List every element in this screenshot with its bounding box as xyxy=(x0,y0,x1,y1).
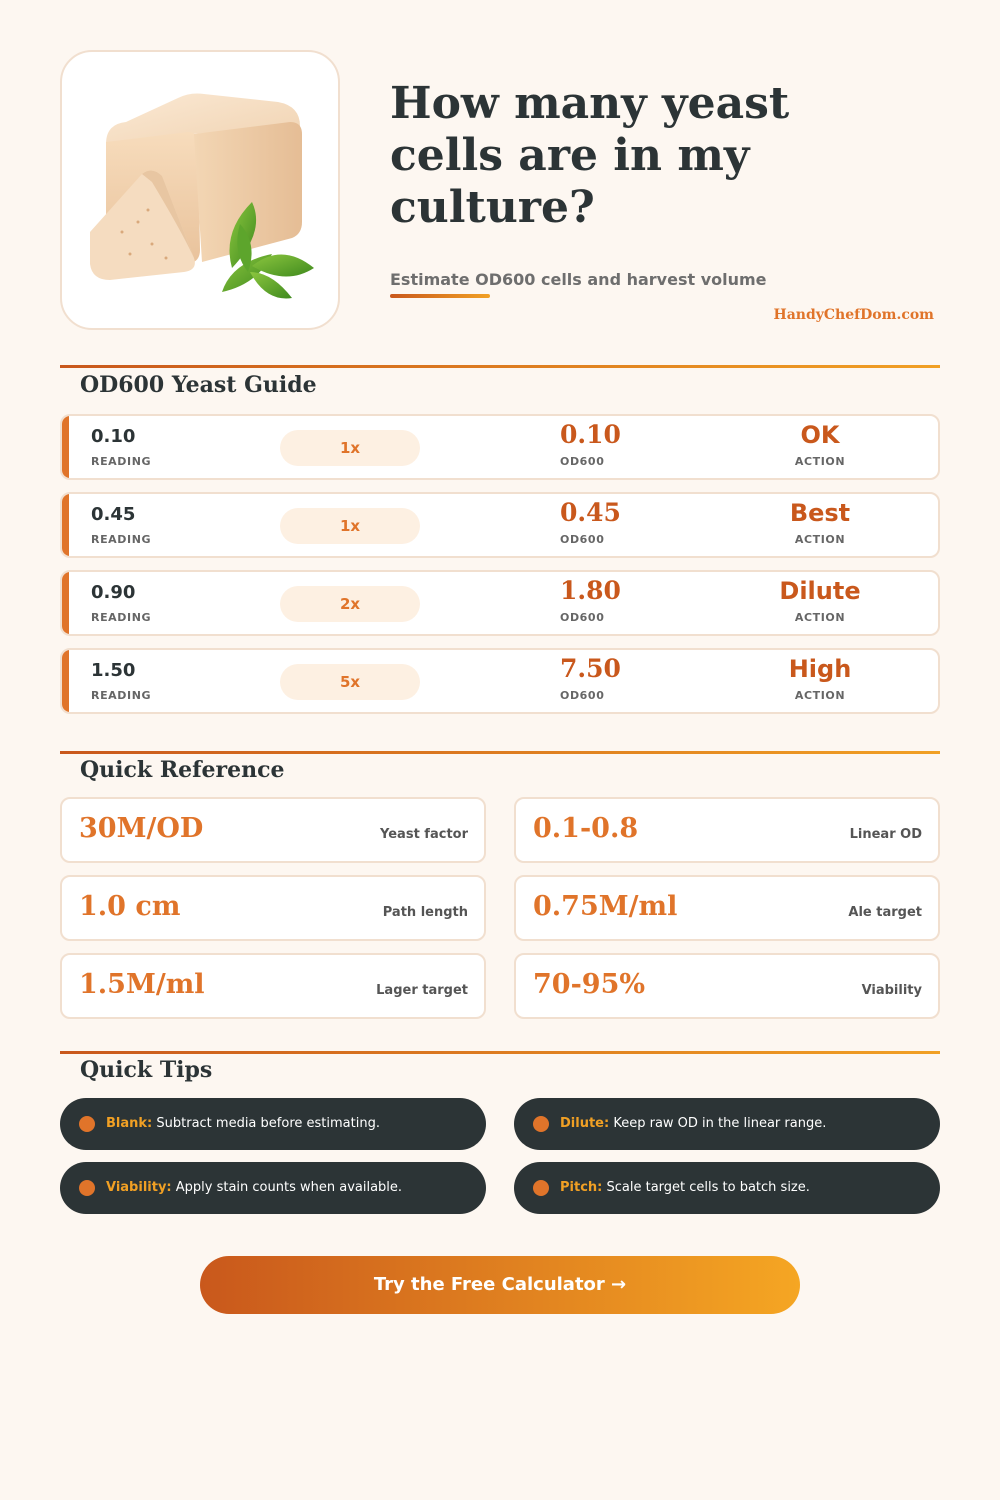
row-accent-bar xyxy=(62,494,69,556)
tip-text xyxy=(560,1180,810,1195)
od600-value: 0.45 xyxy=(560,498,621,527)
od600-caption: OD600 xyxy=(560,689,605,702)
row-accent-bar xyxy=(62,650,69,712)
tip-body: Apply stain counts when available. xyxy=(171,1180,403,1195)
reference-label: Lager target xyxy=(376,983,468,998)
action-value: OK xyxy=(800,421,840,449)
reference-label: Viability xyxy=(861,983,922,998)
section-divider xyxy=(60,365,940,368)
reading-value: 1.50 xyxy=(91,660,136,681)
reference-card xyxy=(60,875,486,941)
guide-row xyxy=(60,570,940,636)
od600-caption: OD600 xyxy=(560,533,605,546)
reading-value: 0.45 xyxy=(91,504,136,525)
tip-text xyxy=(106,1116,380,1131)
section-divider xyxy=(60,1051,940,1054)
reference-label: Yeast factor xyxy=(380,827,468,842)
action-value: Best xyxy=(789,499,851,527)
reading-caption: READING xyxy=(91,455,152,468)
dilution-pill: 1x xyxy=(280,508,420,544)
guide-row xyxy=(60,414,940,480)
action-caption: ACTION xyxy=(794,533,846,546)
od600-value: 1.80 xyxy=(560,576,621,605)
tip-text xyxy=(106,1180,402,1195)
subtitle-underline xyxy=(390,294,490,298)
reference-label: Path length xyxy=(382,905,468,920)
bullet-dot-icon xyxy=(79,1116,95,1132)
guide-row xyxy=(60,492,940,558)
reading-caption: READING xyxy=(91,689,152,702)
reference-value: 30M/OD xyxy=(79,813,204,844)
tip-key: Pitch: xyxy=(560,1180,603,1195)
tip-pill xyxy=(60,1098,486,1150)
tip-body: Keep raw OD in the linear range. xyxy=(609,1116,827,1131)
action-caption: ACTION xyxy=(794,689,846,702)
reading-caption: READING xyxy=(91,611,152,624)
od600-value: 0.10 xyxy=(560,420,621,449)
bullet-dot-icon xyxy=(533,1180,549,1196)
reference-label: Ale target xyxy=(848,905,922,920)
tip-key: Viability: xyxy=(106,1180,172,1195)
reference-card xyxy=(60,797,486,863)
od600-caption: OD600 xyxy=(560,455,605,468)
row-accent-bar xyxy=(62,416,69,478)
reference-label: Linear OD xyxy=(849,827,922,842)
page-subtitle: Estimate OD600 cells and harvest volume xyxy=(390,270,767,289)
reading-value: 0.90 xyxy=(91,582,136,603)
bullet-dot-icon xyxy=(533,1116,549,1132)
tip-pill xyxy=(60,1162,486,1214)
reference-value: 0.1-0.8 xyxy=(533,813,639,844)
action-value: Dilute xyxy=(779,577,861,605)
od600-caption: OD600 xyxy=(560,611,605,624)
reference-value: 1.5M/ml xyxy=(79,969,205,1000)
tip-pill xyxy=(514,1162,940,1214)
reference-value: 1.0 cm xyxy=(79,891,181,922)
brand-link[interactable]: HandyChefDom.com xyxy=(773,307,934,323)
tip-body: Scale target cells to batch size. xyxy=(602,1180,810,1195)
reference-card xyxy=(60,953,486,1019)
dilution-pill: 1x xyxy=(280,430,420,466)
section-divider xyxy=(60,751,940,754)
reading-caption: READING xyxy=(91,533,152,546)
dilution-pill: 2x xyxy=(280,586,420,622)
bullet-dot-icon xyxy=(79,1180,95,1196)
yeast-block-illustration xyxy=(82,72,322,312)
action-caption: ACTION xyxy=(794,611,846,624)
tip-body: Subtract media before estimating. xyxy=(152,1116,380,1131)
reference-section-title: Quick Reference xyxy=(80,757,285,783)
row-accent-bar xyxy=(62,572,69,634)
hero-image-card xyxy=(60,50,340,330)
tip-text xyxy=(560,1116,826,1131)
free-calculator-button[interactable]: Try the Free Calculator → xyxy=(200,1256,800,1314)
reference-card xyxy=(514,797,940,863)
reference-card xyxy=(514,953,940,1019)
tip-pill xyxy=(514,1098,940,1150)
od600-value: 7.50 xyxy=(560,654,621,683)
reference-value: 0.75M/ml xyxy=(533,891,678,922)
reference-value: 70-95% xyxy=(533,969,646,1000)
guide-row xyxy=(60,648,940,714)
dilution-pill: 5x xyxy=(280,664,420,700)
tip-key: Blank: xyxy=(106,1116,153,1131)
tip-key: Dilute: xyxy=(560,1116,610,1131)
action-value: High xyxy=(788,655,852,683)
tips-section-title: Quick Tips xyxy=(80,1057,213,1083)
action-caption: ACTION xyxy=(794,455,846,468)
reading-value: 0.10 xyxy=(91,426,136,447)
guide-section-title: OD600 Yeast Guide xyxy=(80,372,317,398)
reference-card xyxy=(514,875,940,941)
page-title: How many yeast cells are in my culture? xyxy=(390,78,790,233)
